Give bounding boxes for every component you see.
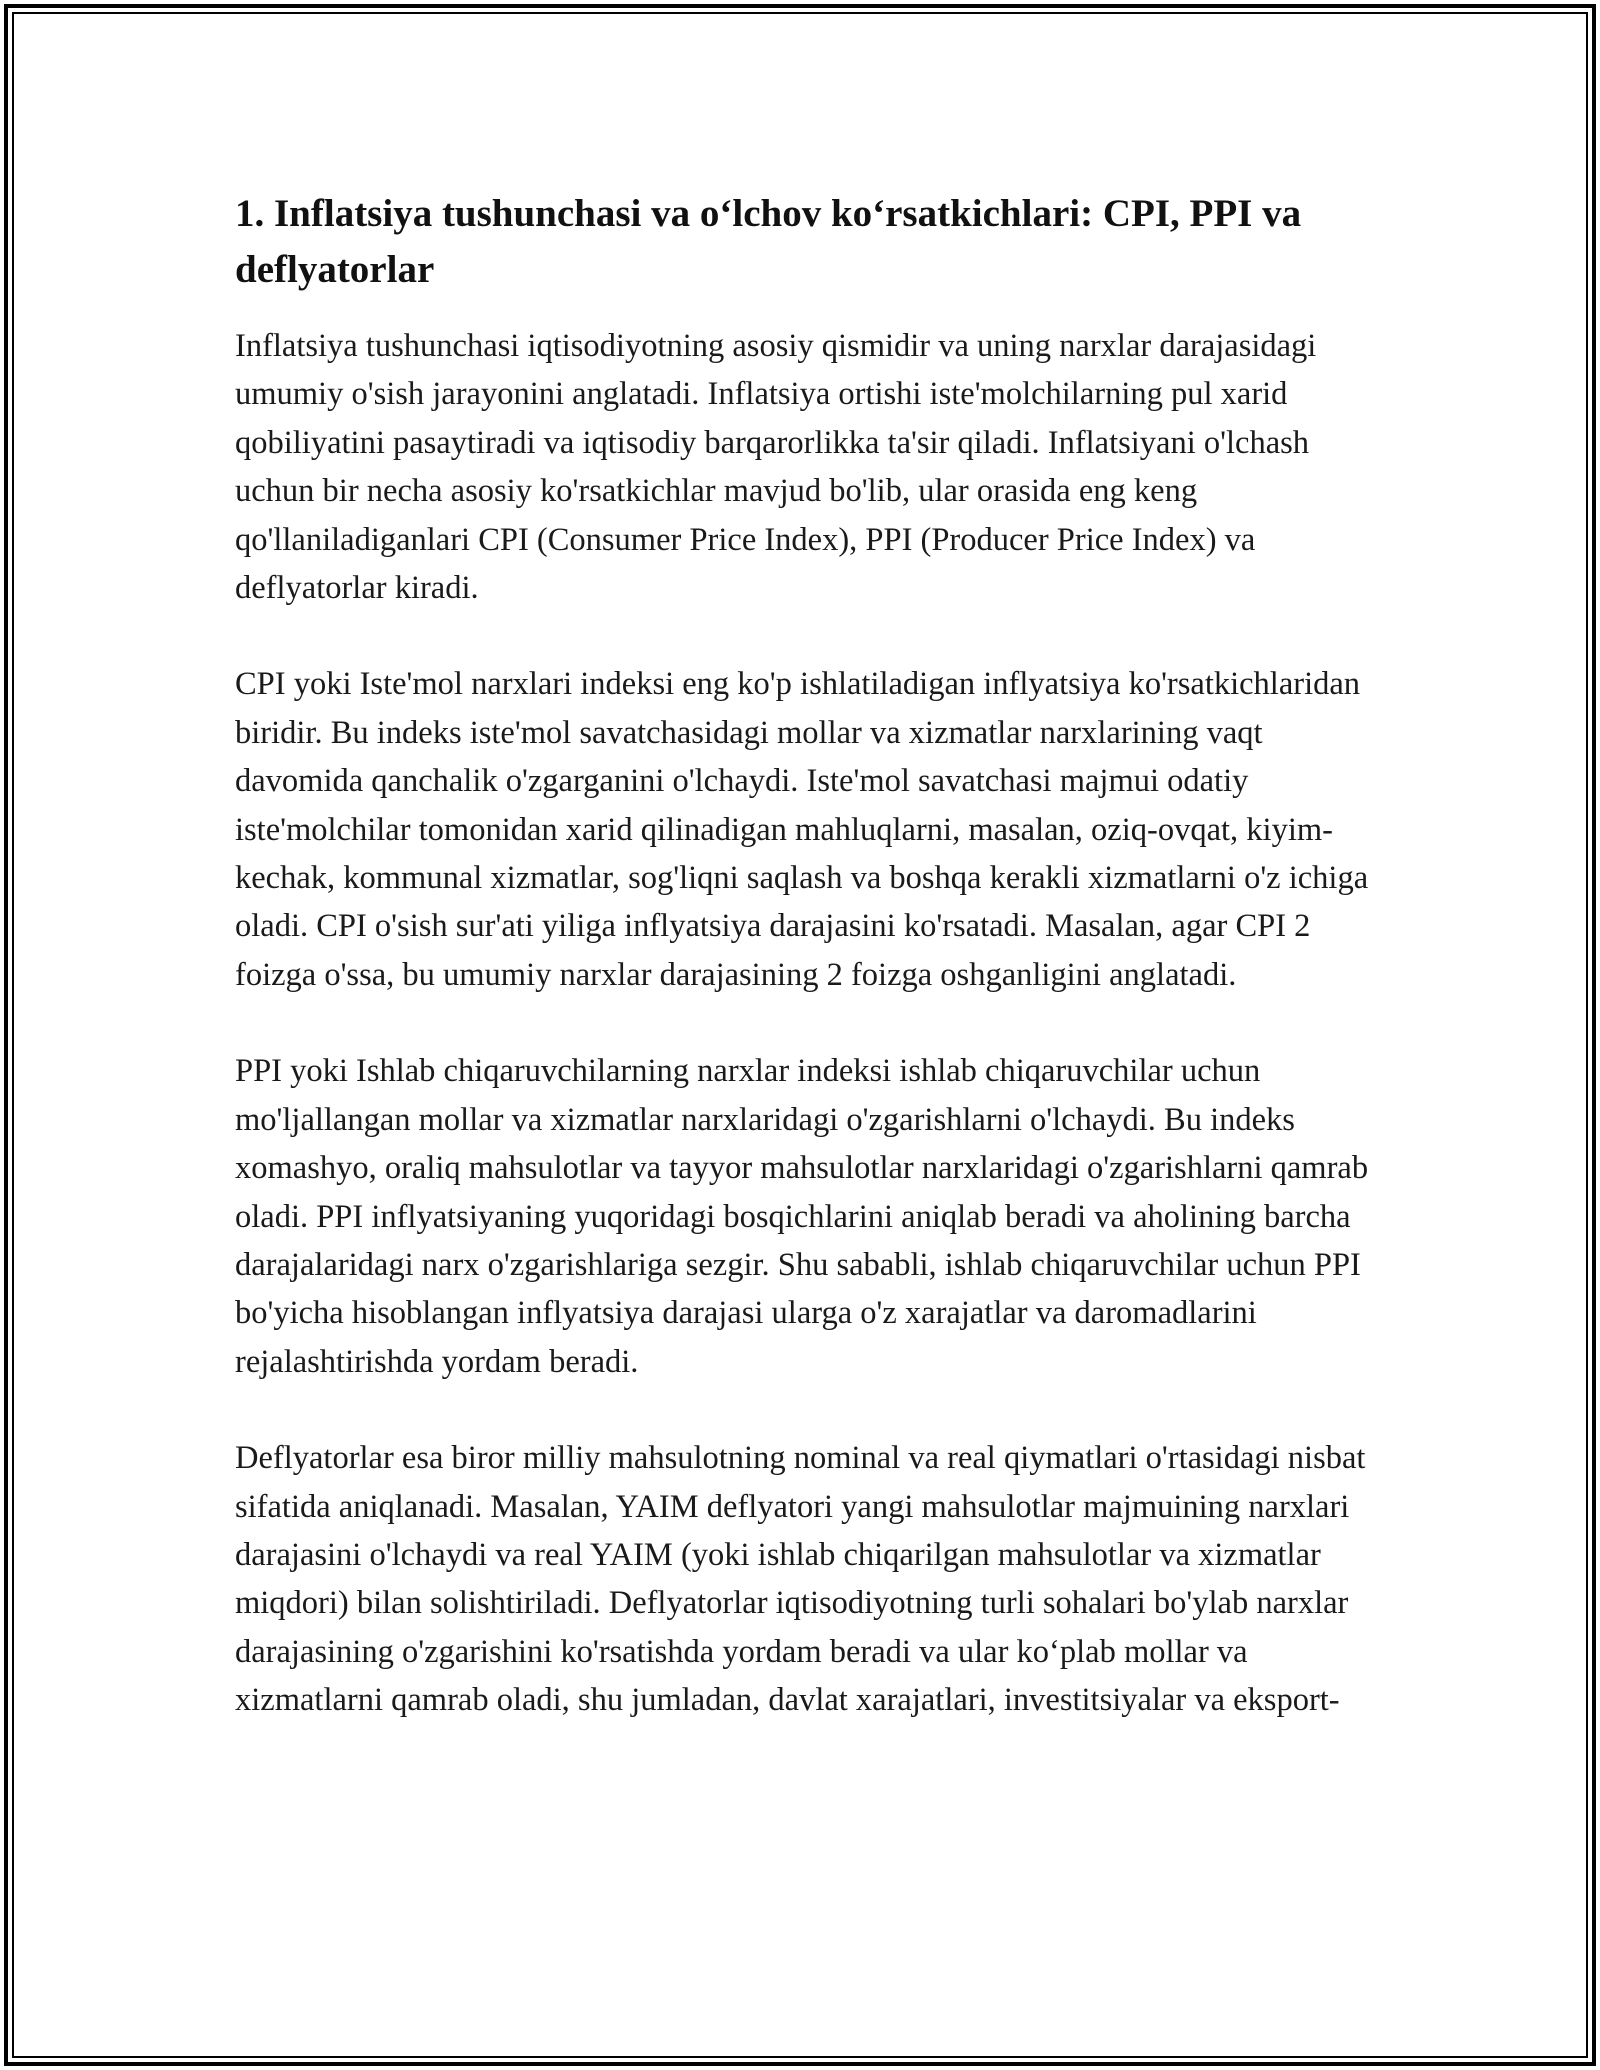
paragraph-cpi: CPI yoki Iste'mol narxlari indeksi eng ko'p ishlatiladigan inflyatsiya ko'rsatkichlaridan biridir. Bu indeks iste'mol savatchasidagi mollar va xizmatlar narxlarining vaqt davomida qanchalik o'zgarganini o'lchaydi. Iste'mol savatchasi majmui odatiy iste'molchilar tomonidan xarid qilinadigan mahluqlarni, masalan, oziq-ovqat, kiyim-kechak, kommunal xizmatlar, sog'liqni saqlash va boshqa kerakli xizmatlarni o'z ichiga oladi. CPI o'sish sur'ati yiliga inflyatsiya darajasini ko'rsatadi. Masalan, agar CPI 2 foizga o'ssa, bu umumiy narxlar darajasining 2 foizga oshganligini anglatadi. (235, 666, 1369, 993)
document-body (235, 186, 1375, 1725)
section-title: 1. Inflatsiya tushunchasi va o‘lchov ko‘rsatkichlari: CPI, PPI va deflyatorlar (235, 192, 1302, 291)
paragraph-inflation-intro: Inflatsiya tushunchasi iqtisodiyotning asosiy qismidir va uning narxlar darajasidagi umumiy o'sish jarayonini anglatadi. Inflatsiya ortishi iste'molchilarning pul xarid qobiliyatini pasaytiradi va iqtisodiy barqarorlikka ta'sir qiladi. Inflatsiyani o'lchash uchun bir necha asosiy ko'rsatkichlar mavjud bo'lib, ular orasida eng keng qo'llaniladiganlari CPI (Consumer Price Index), PPI (Producer Price Index) va deflyatorlar kiradi. (235, 328, 1317, 607)
paragraph-deflators: Deflyatorlar esa biror milliy mahsulotning nominal va real qiymatlari o'rtasidagi nisbat sifatida aniqlanadi. Masalan, YAIM deflyatori yangi mahsulotlar majmuining narxlari darajasini o'lchaydi va real YAIM (yoki ishlab chiqarilgan mahsulotlar va xizmatlar miqdori) bilan solishtiriladi. Deflyatorlar iqtisodiyotning turli sohalari bo'ylab narxlar darajasining o'zgarishini ko'rsatishda yordam beradi va ular ko‘plab mollar va xizmatlarni qamrab oladi, shu jumladan, davlat xarajatlari, investitsiyalar va eksport- (235, 1440, 1366, 1719)
paragraph-ppi: PPI yoki Ishlab chiqaruvchilarning narxlar indeksi ishlab chiqaruvchilar uchun mo'ljallangan mollar va xizmatlar narxlaridagi o'zgarishlarni o'lchaydi. Bu indeks xomashyo, oraliq mahsulotlar va tayyor mahsulotlar narxlaridagi o'zgarishlarni qamrab oladi. PPI inflyatsiyaning yuqoridagi bosqichlarini aniqlab beradi va aholining barcha darajalaridagi narx o'zgarishlariga sezgir. Shu sababli, ishlab chiqaruvchilar uchun PPI bo'yicha hisoblangan inflyatsiya darajasi ularga o'z xarajatlar va daromadlarini rejalashtirishda yordam beradi. (235, 1053, 1369, 1380)
